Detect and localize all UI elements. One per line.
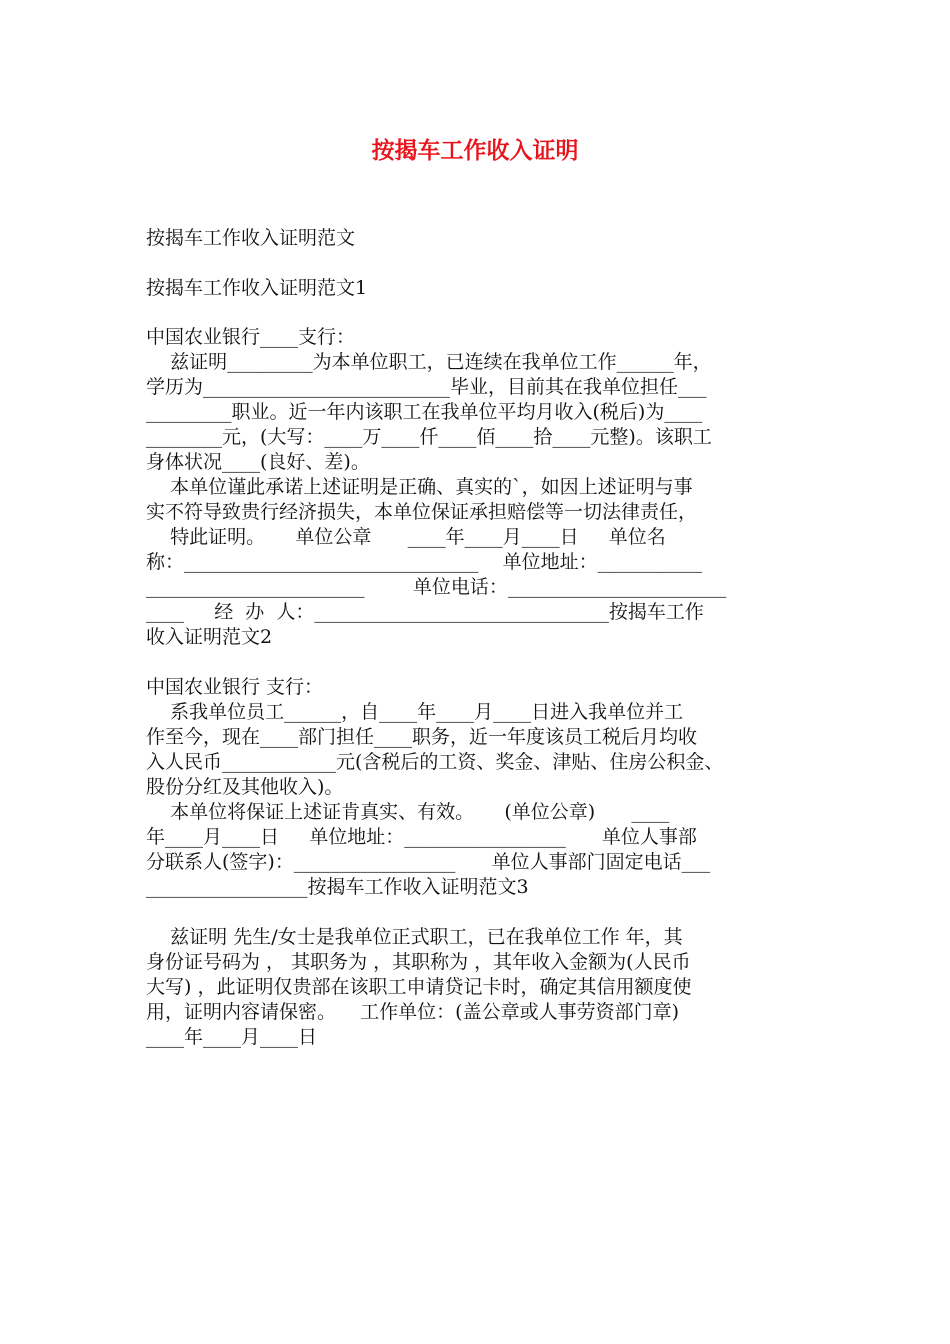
text-line: 身体状况____(良好、差)。: [146, 451, 370, 473]
text-line: 学历为__________________________毕业，目前其在我单位担任___: [146, 376, 707, 398]
text-line: 大写) ，此证明仅贵部在该职工申请贷记卡时，确定其信用额度使: [146, 976, 692, 998]
document-title: 按揭车工作收入证明: [371, 138, 579, 164]
sample-1-heading: 按揭车工作收入证明范文1: [146, 277, 368, 299]
text-line: 实不符导致贵行经济损失，本单位保证承担赔偿等一切法律责任，: [146, 501, 698, 523]
text-line: 本单位谨此承诺上述证明是正确、真实的`，如因上述证明与事: [146, 476, 693, 498]
text-line: _______________________ 单位电话：_______________________: [146, 576, 727, 598]
text-line: 兹证明 先生/女士是我单位正式职工，已在我单位工作 年，其: [146, 926, 683, 948]
section-heading: 按揭车工作收入证明范文: [146, 227, 356, 249]
text-line: 本单位将保证上述证肯真实、有效。 (单位公章) ____: [146, 801, 670, 823]
text-line: 作至今，现在____部门担任____职务，近一年度该员工税后月均收: [146, 726, 698, 748]
text-line: 系我单位员工______，自____年____月____日进入我单位并工: [146, 701, 684, 723]
text-line: 分联系人(签字)：_________________ 单位人事部门固定电话___: [146, 851, 711, 873]
text-line: ____年____月____日: [146, 1026, 318, 1048]
text-line: 兹证明_________为本单位职工，已连续在我单位工作______年，: [146, 351, 712, 373]
sample-1-addressee: 中国农业银行____支行：: [146, 326, 356, 348]
text-line: 入人民币____________元(含税后的工资、奖金、津贴、住房公积金、: [146, 751, 724, 773]
text-line: 用，证明内容请保密。 工作单位：(盖公章或人事劳资部门章): [146, 1001, 679, 1023]
text-line: _________职业。近一年内该职工在我单位平均月收入(税后)为____: [146, 401, 703, 423]
text-line: 称：_______________________________ 单位地址：___________: [146, 551, 703, 573]
text-line: 收入证明范文2: [146, 626, 273, 648]
text-line: 特此证明。 单位公章 ____年____月____日 单位名: [146, 526, 666, 548]
text-line: 身份证号码为 ， 其职务为 ，其职称为 ，其年收入金额为(人民币: [146, 951, 691, 973]
text-line: ____ 经 办 人：_______________________________按揭车工作: [146, 601, 704, 623]
sample-2-addressee: 中国农业银行 支行：: [146, 676, 324, 698]
text-line: 年____月____日 单位地址：_________________ 单位人事部: [146, 826, 697, 848]
text-line: 股份分红及其他收入)。: [146, 776, 344, 798]
text-line: _________________按揭车工作收入证明范文3: [146, 876, 529, 898]
text-line: ________元，(大写：____万____仟____佰____拾____元整)。该职工: [146, 426, 712, 448]
